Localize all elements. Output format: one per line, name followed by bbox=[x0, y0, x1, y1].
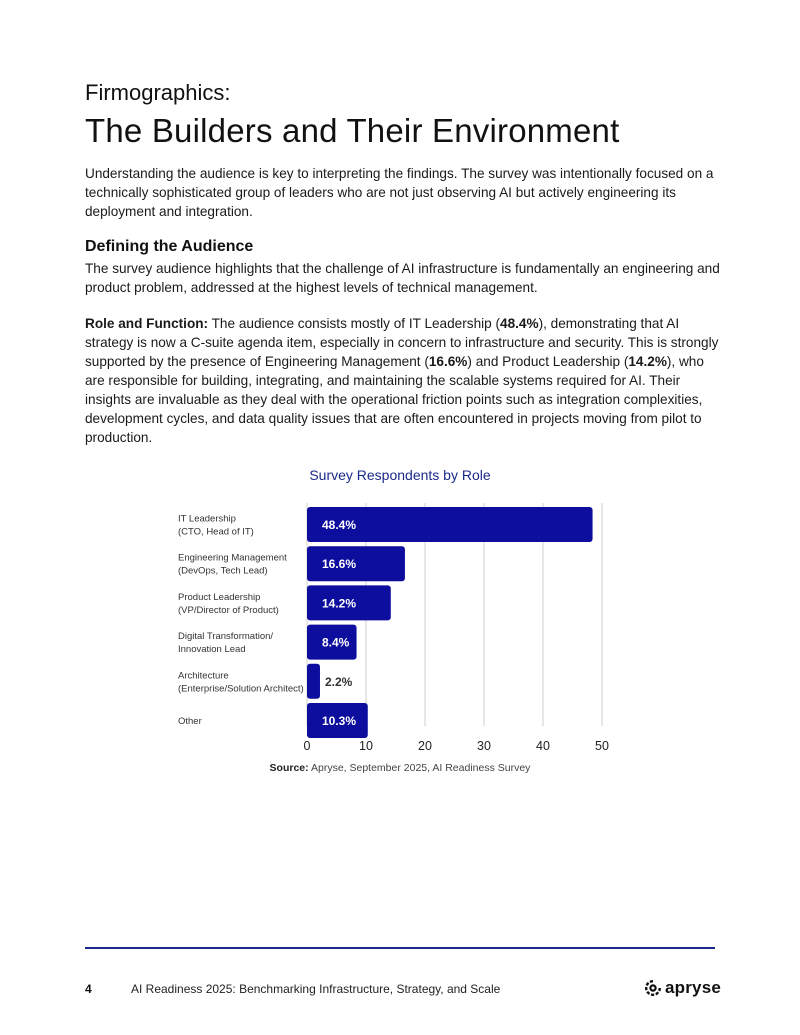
apryse-logo-text: apryse bbox=[665, 978, 722, 997]
data-label: 2.2% bbox=[324, 674, 353, 689]
intro-paragraph: Understanding the audience is key to interpreting the findings. The survey was intentionally focused on a technically sophisticated group of leaders who are not just observing AI but actively engineering its deployment and integration. bbox=[85, 166, 714, 219]
x-tick-label: 20 bbox=[418, 739, 432, 753]
source-label: Source: bbox=[269, 762, 309, 774]
page-title: The Builders and Their Environment bbox=[85, 112, 620, 149]
x-tick-label: 40 bbox=[536, 739, 550, 753]
x-tick-label: 0 bbox=[303, 739, 311, 753]
footer-doc-title: AI Readiness 2025: Benchmarking Infrastructure, Strategy, and Scale bbox=[131, 982, 501, 996]
chart-title: Survey Respondents by Role bbox=[309, 467, 491, 483]
category-label: (DevOps, Tech Lead) bbox=[178, 565, 268, 577]
apryse-logo-icon bbox=[645, 980, 661, 996]
category-label: Engineering Management bbox=[178, 552, 287, 564]
footer-rule bbox=[85, 947, 715, 949]
category-label: Digital Transformation/ bbox=[178, 631, 274, 643]
role-stat-product: 14.2% bbox=[628, 354, 667, 369]
x-tick-label: 50 bbox=[595, 739, 609, 753]
category-label: Innovation Lead bbox=[178, 644, 246, 656]
page-number: 4 bbox=[85, 982, 92, 996]
category-label: IT Leadership bbox=[178, 513, 236, 525]
data-label: 14.2% bbox=[322, 596, 357, 611]
section-heading: Defining the Audience bbox=[85, 238, 254, 255]
role-function-paragraph bbox=[85, 314, 725, 447]
data-label: 16.6% bbox=[322, 557, 357, 572]
category-label: (CTO, Head of IT) bbox=[178, 526, 254, 538]
role-stat-it: 48.4% bbox=[500, 316, 539, 331]
category-label: Product Leadership bbox=[178, 591, 261, 603]
role-text-3: ) and Product Leadership ( bbox=[467, 354, 629, 369]
data-label: 8.4% bbox=[322, 635, 350, 650]
source-text: Apryse, September 2025, AI Readiness Survey bbox=[308, 762, 531, 774]
category-label: (Enterprise/Solution Architect) bbox=[178, 683, 304, 695]
bar bbox=[307, 664, 320, 699]
apryse-logo[interactable] bbox=[645, 978, 721, 998]
x-tick-label: 10 bbox=[359, 739, 373, 753]
bar-chart bbox=[0, 495, 800, 757]
section-eyebrow: Firmographics: bbox=[85, 80, 231, 105]
audience-paragraph: The survey audience highlights that the challenge of AI infrastructure is fundamentally an engineering and product problem, addressed at the highest levels of technical management. bbox=[85, 261, 720, 295]
role-stat-eng: 16.6% bbox=[428, 354, 468, 369]
role-text-4: ), who are responsible for building, integrating, and maintaining the scalable systems required for AI. Their insights are invaluable as they deal with the operational friction points such as integration complexities, development cycles, and data quality issues that are often encountered in projects moving from pilot to production. bbox=[85, 354, 704, 445]
category-label: Other bbox=[178, 716, 202, 727]
category-label: (VP/Director of Product) bbox=[178, 604, 279, 616]
category-label: Architecture bbox=[178, 670, 229, 682]
chart-source bbox=[0, 762, 800, 774]
role-function-label: Role and Function: bbox=[85, 316, 209, 331]
data-label: 48.4% bbox=[322, 518, 357, 532]
data-label: 10.3% bbox=[322, 714, 357, 728]
role-text-2: ), demonstrating that AI strategy is now a C-suite agenda item, especially in concern to infrastructure and security. This is strongly supported by the presence of Engineering Management ( bbox=[85, 316, 719, 369]
role-text-1: The audience consists mostly of IT Leadership ( bbox=[208, 316, 501, 331]
x-tick-label: 30 bbox=[477, 739, 491, 753]
